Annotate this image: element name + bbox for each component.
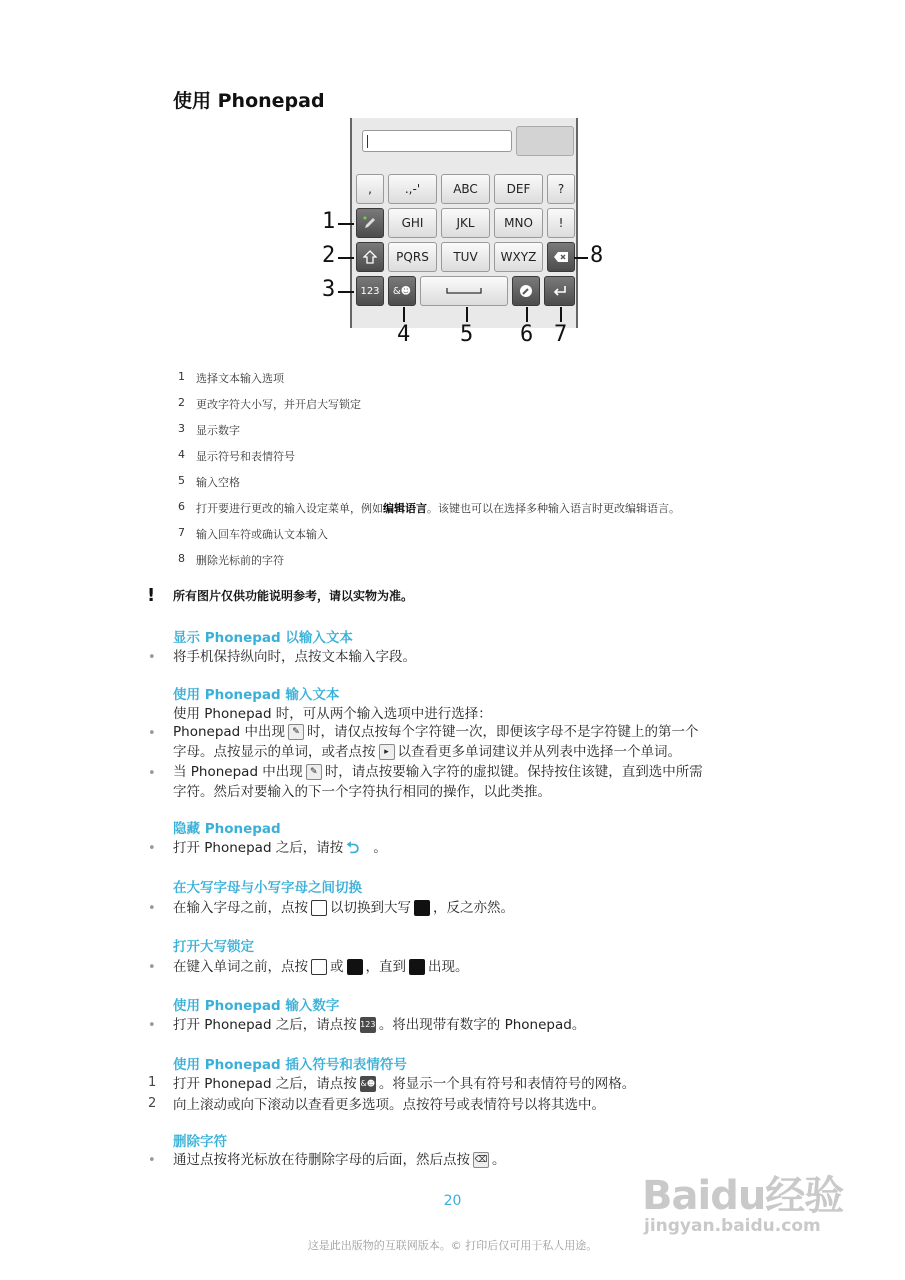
legend-item: 5 输入空格 xyxy=(178,474,240,489)
heading-input-text: 使用 Phonepad 输入文本 xyxy=(173,687,340,703)
shift-outline-icon xyxy=(311,900,327,916)
legend-item: 8 删除光标前的字符 xyxy=(178,552,284,567)
callout-2: 2 xyxy=(322,243,336,268)
paragraph: 在输入字母之前，点按 以切换到大写 ，反之亦然。 xyxy=(173,900,514,916)
text-input-field xyxy=(362,130,512,152)
legend-item: 7 输入回车符或确认文本输入 xyxy=(178,526,328,541)
caps-lock-icon xyxy=(409,959,425,975)
page-title: 使用 Phonepad xyxy=(173,90,325,112)
heading-show-phonepad: 显示 Phonepad 以输入文本 xyxy=(173,630,353,646)
pencil-icon: ✎ xyxy=(306,764,322,780)
paragraph: 向上滚动或向下滚动以查看更多选项。点按符号或表情符号以将其选中。 xyxy=(173,1097,605,1113)
legend-item: 3 显示数字 xyxy=(178,422,240,437)
callout-8: 8 xyxy=(590,243,604,268)
footer: 这是此出版物的互联网版本。© 打印后仅可用于私人用途。 xyxy=(307,1239,598,1252)
space-icon xyxy=(446,287,482,295)
backspace-key xyxy=(547,242,575,272)
backspace-icon xyxy=(553,251,569,263)
legend-item: 1 选择文本输入选项 xyxy=(178,370,284,385)
heading-input-numbers: 使用 Phonepad 输入数字 xyxy=(173,998,340,1014)
heading-insert-symbols: 使用 Phonepad 插入符号和表情符号 xyxy=(173,1057,407,1073)
callout-5: 5 xyxy=(460,322,474,347)
key-exclaim: ! xyxy=(547,208,575,238)
callout-7: 7 xyxy=(554,322,568,347)
callout-6: 6 xyxy=(520,322,534,347)
heading-delete-chars: 删除字符 xyxy=(173,1134,227,1150)
key-pqrs: PQRS xyxy=(388,242,437,272)
shift-filled-icon xyxy=(414,900,430,916)
play-arrow-icon: ▸ xyxy=(379,744,395,760)
paragraph: 打开 Phonepad 之后，请点按 &☻ 。将显示一个具有符号和表情符号的网格。 xyxy=(173,1076,636,1092)
shift-key xyxy=(356,242,384,272)
space-key xyxy=(420,276,508,306)
callout-1: 1 xyxy=(322,209,336,234)
key-question: ? xyxy=(547,174,575,204)
symbols-key: &☻ xyxy=(388,276,416,306)
paragraph: 通过点按将光标放在待删除字母的后面，然后点按 ⌫ 。 xyxy=(173,1152,506,1168)
enter-key xyxy=(544,276,575,306)
symbols-icon: &☻ xyxy=(360,1076,376,1092)
page-number: 20 xyxy=(443,1193,462,1209)
legend-item: 4 显示符号和表情符号 xyxy=(178,448,295,463)
numbers-key: 123 xyxy=(356,276,384,306)
text-input-options-key xyxy=(356,208,384,238)
key-abc: ABC xyxy=(441,174,490,204)
numbers-icon: 123 xyxy=(360,1017,376,1033)
callout-4: 4 xyxy=(397,322,411,347)
suggestion-box xyxy=(516,126,574,156)
pencil-icon xyxy=(363,216,377,230)
shift-filled-icon xyxy=(347,959,363,975)
key-punct: .,-' xyxy=(388,174,437,204)
heading-caps-lock: 打开大写锁定 xyxy=(173,939,254,955)
baidu-watermark xyxy=(640,1150,860,1250)
enter-icon xyxy=(553,285,567,297)
phone-screen xyxy=(350,118,578,328)
key-def: DEF xyxy=(494,174,543,204)
backspace-icon: ⌫ xyxy=(473,1152,489,1168)
exclamation-icon: ! xyxy=(147,585,156,606)
step-number: 2 xyxy=(148,1096,157,1111)
phonepad-keyboard-figure xyxy=(318,118,608,350)
step-number: 1 xyxy=(148,1075,157,1090)
paragraph: 将手机保持纵向时，点按文本输入字段。 xyxy=(173,649,416,665)
callout-3: 3 xyxy=(322,277,336,302)
key-comma: , xyxy=(356,174,384,204)
settings-key xyxy=(512,276,540,306)
wrench-icon xyxy=(519,284,533,298)
paragraph: 当 Phonepad 中出现 ✎ 时，请点按要输入字符的虚拟键。保持按住该键，直到选中所需 字符。然后对要输入的下一个字符执行相同的操作，以此类推。 xyxy=(173,764,703,800)
back-icon: ⮌ xyxy=(346,838,360,857)
paragraph: Phonepad 中出现 ✎ 时，请仅点按每个字符键一次，即便该字母不是字符键上的第一个 字母。点按显示的单词，或者点按 ▸ 以查看更多单词建议并从列表中选择一个单词。 xyxy=(173,724,699,760)
paragraph: 使用 Phonepad 时，可从两个输入选项中进行选择： xyxy=(173,706,492,722)
key-tuv: TUV xyxy=(441,242,490,272)
heading-case-switch: 在大写字母与小写字母之间切换 xyxy=(173,880,362,896)
key-wxyz: WXYZ xyxy=(494,242,543,272)
paragraph: 打开 Phonepad 之后，请点按 123 。将出现带有数字的 Phonepad。 xyxy=(173,1017,586,1033)
watermark-logo: Baidu经验 xyxy=(642,1173,844,1219)
key-jkl: JKL xyxy=(441,208,490,238)
shift-outline-icon xyxy=(311,959,327,975)
paragraph: 在键入单词之前，点按 或 ，直到 出现。 xyxy=(173,959,469,975)
legend-item: 6 打开要进行更改的输入设定菜单，例如 编辑语言 。该键也可以在选择多种输入语言时更改编辑语言。 xyxy=(178,500,680,515)
heading-hide-phonepad: 隐藏 Phonepad xyxy=(173,821,281,837)
key-ghi: GHI xyxy=(388,208,437,238)
note: ! 所有图片仅供功能说明参考，请以实物为准。 xyxy=(147,585,414,606)
paragraph: 打开 Phonepad 之后，请按 ⮌ 。 xyxy=(173,838,387,857)
pencil-icon: ✎ xyxy=(288,724,304,740)
legend-item: 2 更改字符大小写，并开启大写锁定 xyxy=(178,396,361,411)
key-mno: MNO xyxy=(494,208,543,238)
watermark-url: jingyan.baidu.com xyxy=(644,1216,821,1236)
shift-icon xyxy=(363,250,377,264)
